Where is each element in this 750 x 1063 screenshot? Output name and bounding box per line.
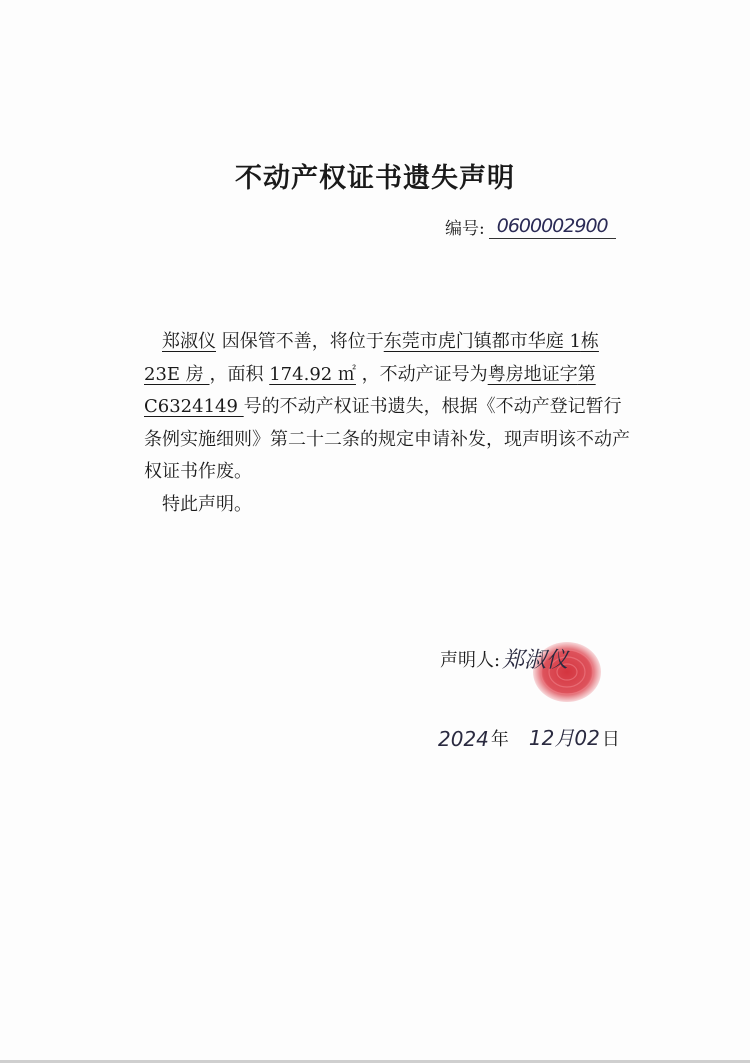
number-label: 编号:: [445, 219, 485, 239]
signature-name: 郑淑仪: [502, 648, 569, 673]
date-row: [438, 722, 620, 751]
certificate-number-b: 第 C6324149: [144, 363, 596, 417]
body-text-1: 因保管不善，将位于: [216, 331, 384, 352]
date-year: 2024: [438, 727, 489, 751]
body-text-3: ，不动产证号为: [355, 363, 488, 385]
date-month-day: 12月02: [528, 726, 600, 750]
signature-row: [440, 643, 568, 674]
signature: [502, 643, 568, 674]
document-number: [445, 214, 616, 239]
date-year-unit: 年: [490, 729, 509, 750]
body-text-4: 号的不动产权证书遗失，根据《不动产登记暂行条例实施细则》第二十二条的规定申请补发，现声明该不动产权证书作废。: [144, 396, 630, 482]
closing-text: 特此声明。: [162, 493, 252, 515]
number-value: 0600002900: [489, 215, 616, 239]
body-text-2: ，面积: [209, 363, 270, 385]
closing-paragraph: [144, 489, 634, 522]
declaration-body: [144, 326, 634, 521]
declaration-paragraph: [144, 326, 634, 489]
property-address-b: 栋 23E 房: [144, 331, 599, 385]
property-area: 174.92 ㎡: [269, 363, 356, 385]
property-address-a: 东莞市虎门镇都市华庭 1: [383, 331, 581, 352]
date-day-unit: 日: [601, 729, 620, 750]
certificate-number-a: 粤房地证字: [487, 363, 578, 385]
signature-label: 声明人:: [440, 649, 501, 671]
declarant-name: 郑淑仪: [162, 331, 216, 352]
document-title: 不动产权证书遗失声明: [235, 163, 515, 194]
